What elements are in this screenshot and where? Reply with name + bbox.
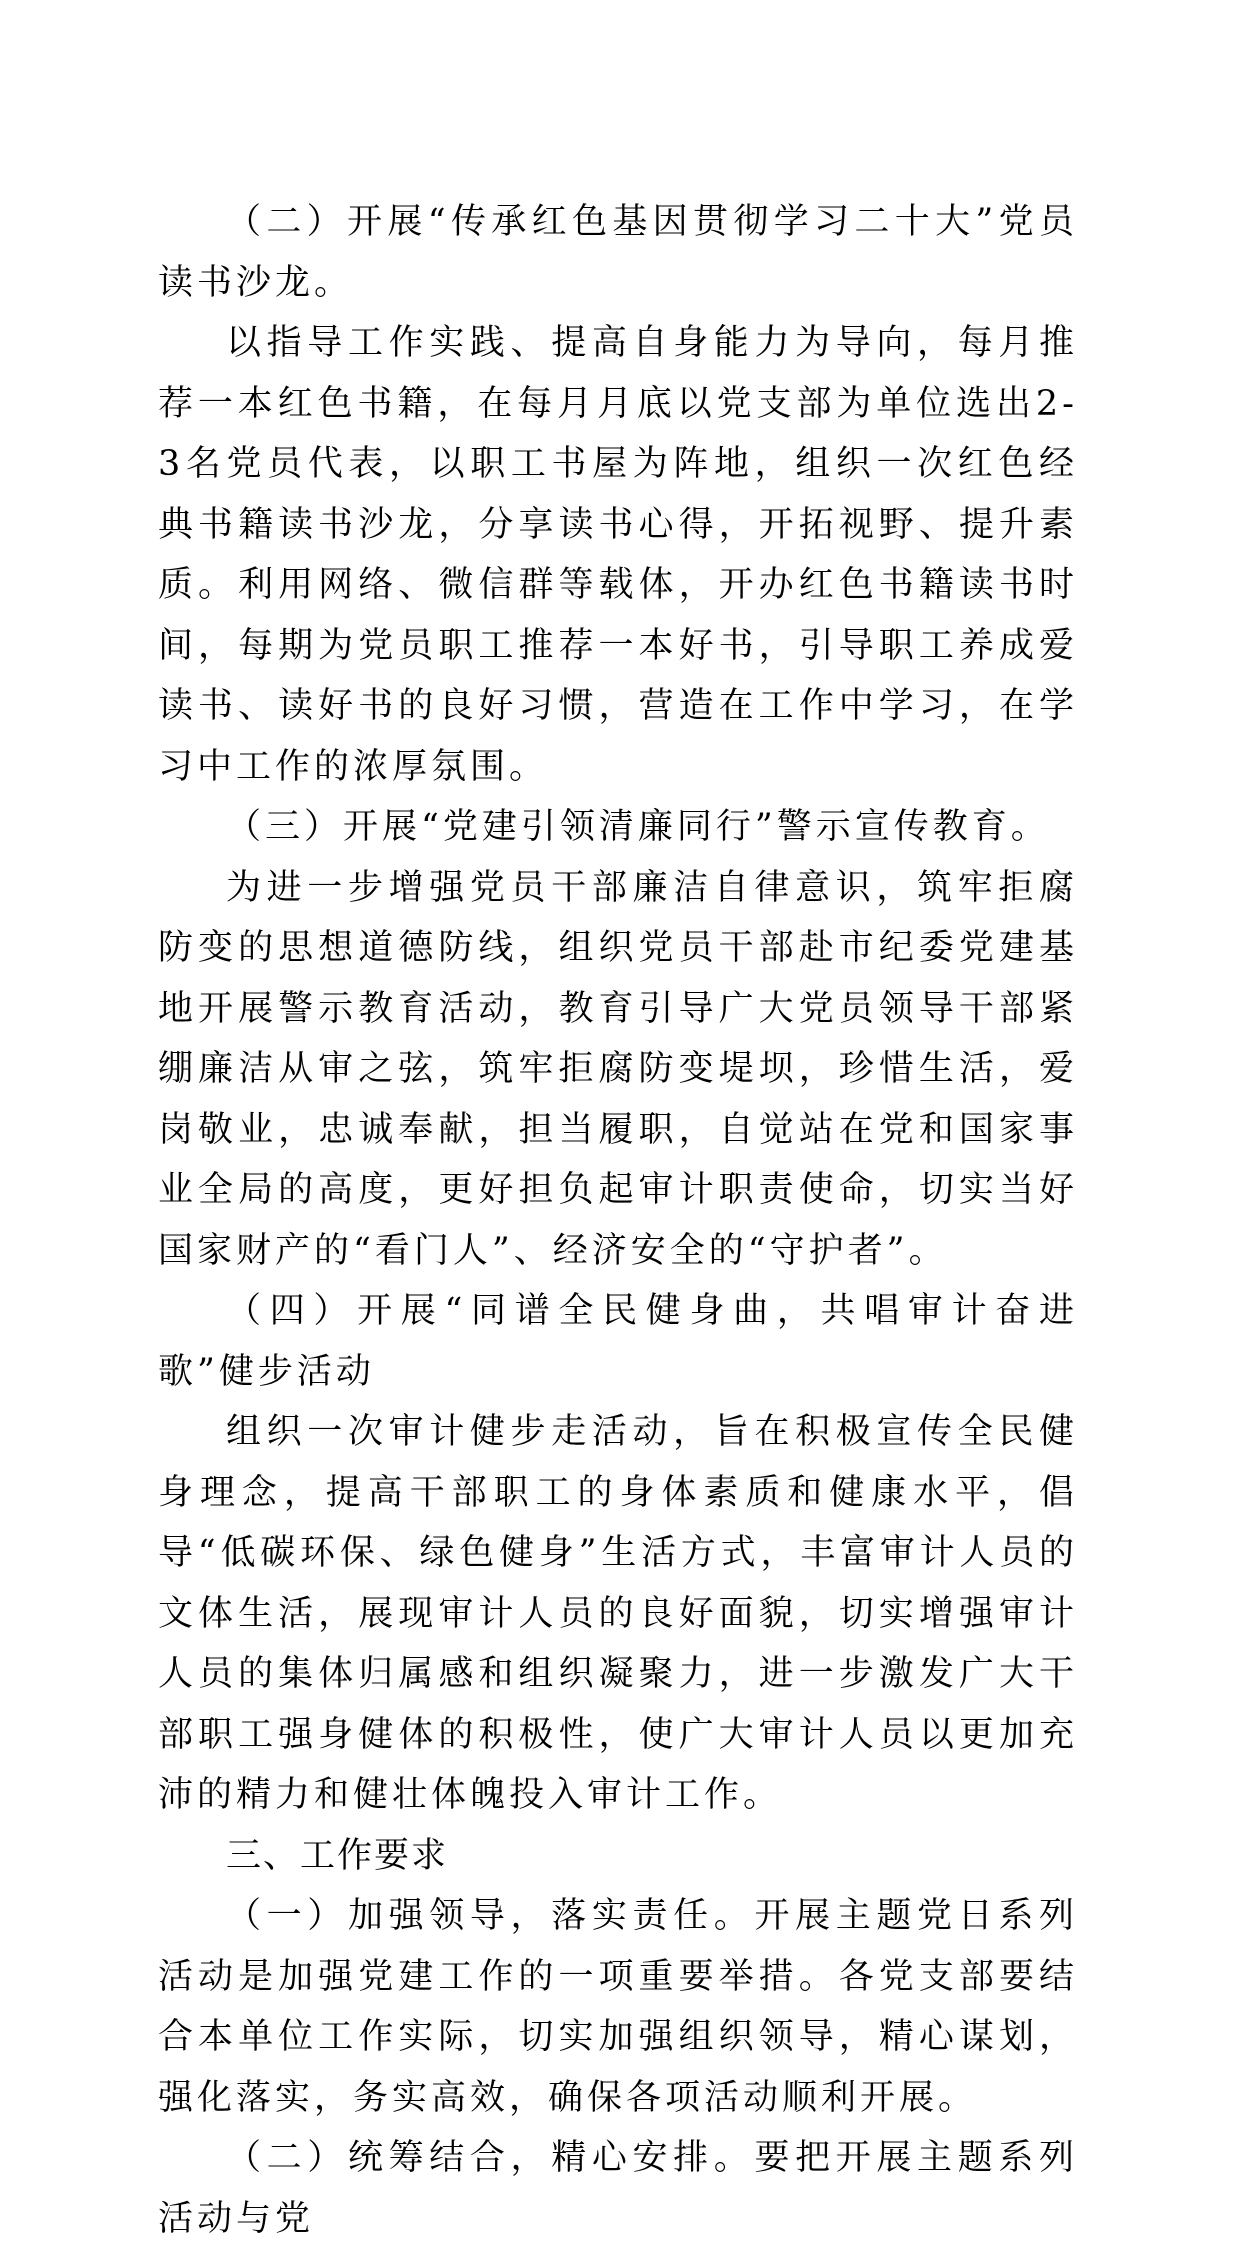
subheading-reading-salon: （二）开展“传承红色基因贯彻学习二十大”党员读书沙龙。 — [158, 202, 1078, 303]
paragraph-fitness-walk: 组织一次审计健步走活动，旨在积极宣传全民健身理念，提高干部职工的身体素质和健康水平，倡导“低碳环保、绿色健身”生活方式，丰富审计人员的文体生活，展现审计人员的良好面貌，切实增强审计人员的集体归属感和组织凝聚力，进一步激发广大干部职工强身健体的积极性，使广大审计人员以更加充沛的精力和健壮体魄投入审计工作。 — [158, 1412, 1078, 1815]
paragraph-leadership-responsibility: （一）加强领导，落实责任。开展主题党日系列活动是加强党建工作的一项重要举措。各党支部要结合本单位工作实际，切实加强组织领导，精心谋划，强化落实，务实高效，确保各项活动顺利开展。 — [158, 1896, 1078, 2118]
subheading-fitness-walk: （四）开展“同谱全民健身曲，共唱审计奋进歌”健步活动 — [158, 1291, 1078, 1392]
subheading-integrity-education: （三）开展“党建引领清廉同行”警示宣传教育。 — [226, 807, 1050, 847]
document-body — [158, 192, 1078, 2249]
section-heading-work-requirements: 三、工作要求 — [226, 1835, 449, 1876]
paragraph-reading-salon: 以指导工作实践、提高自身能力为导向，每月推荐一本红色书籍，在每月月底以党支部为单位选出2-3名党员代表，以职工书屋为阵地，组织一次红色经典书籍读书沙龙，分享读书心得，开拓视野、提升素质。利用网络、微信群等载体，开办红色书籍读书时间，每期为党员职工推荐一本好书，引导职工养成爱读书、读好书的良好习惯，营造在工作中学习，在学习中工作的浓厚氛围。 — [158, 323, 1078, 787]
paragraph-integrity-education: 为进一步增强党员干部廉洁自律意识，筑牢拒腐防变的思想道德防线，组织党员干部赴市纪委党建基地开展警示教育活动，教育引导广大党员领导干部紧绷廉洁从审之弦，筑牢拒腐防变堤坝，珍惜生活，爱岗敬业，忠诚奉献，担当履职，自觉站在党和国家事业全局的高度，更好担负起审计职责使命，切实当好国家财产的“看门人”、经济安全的“守护者”。 — [158, 867, 1078, 1271]
paragraph-coordination-arrangement: （二）统筹结合，精心安排。要把开展主题系列活动与党 — [158, 2138, 1078, 2239]
